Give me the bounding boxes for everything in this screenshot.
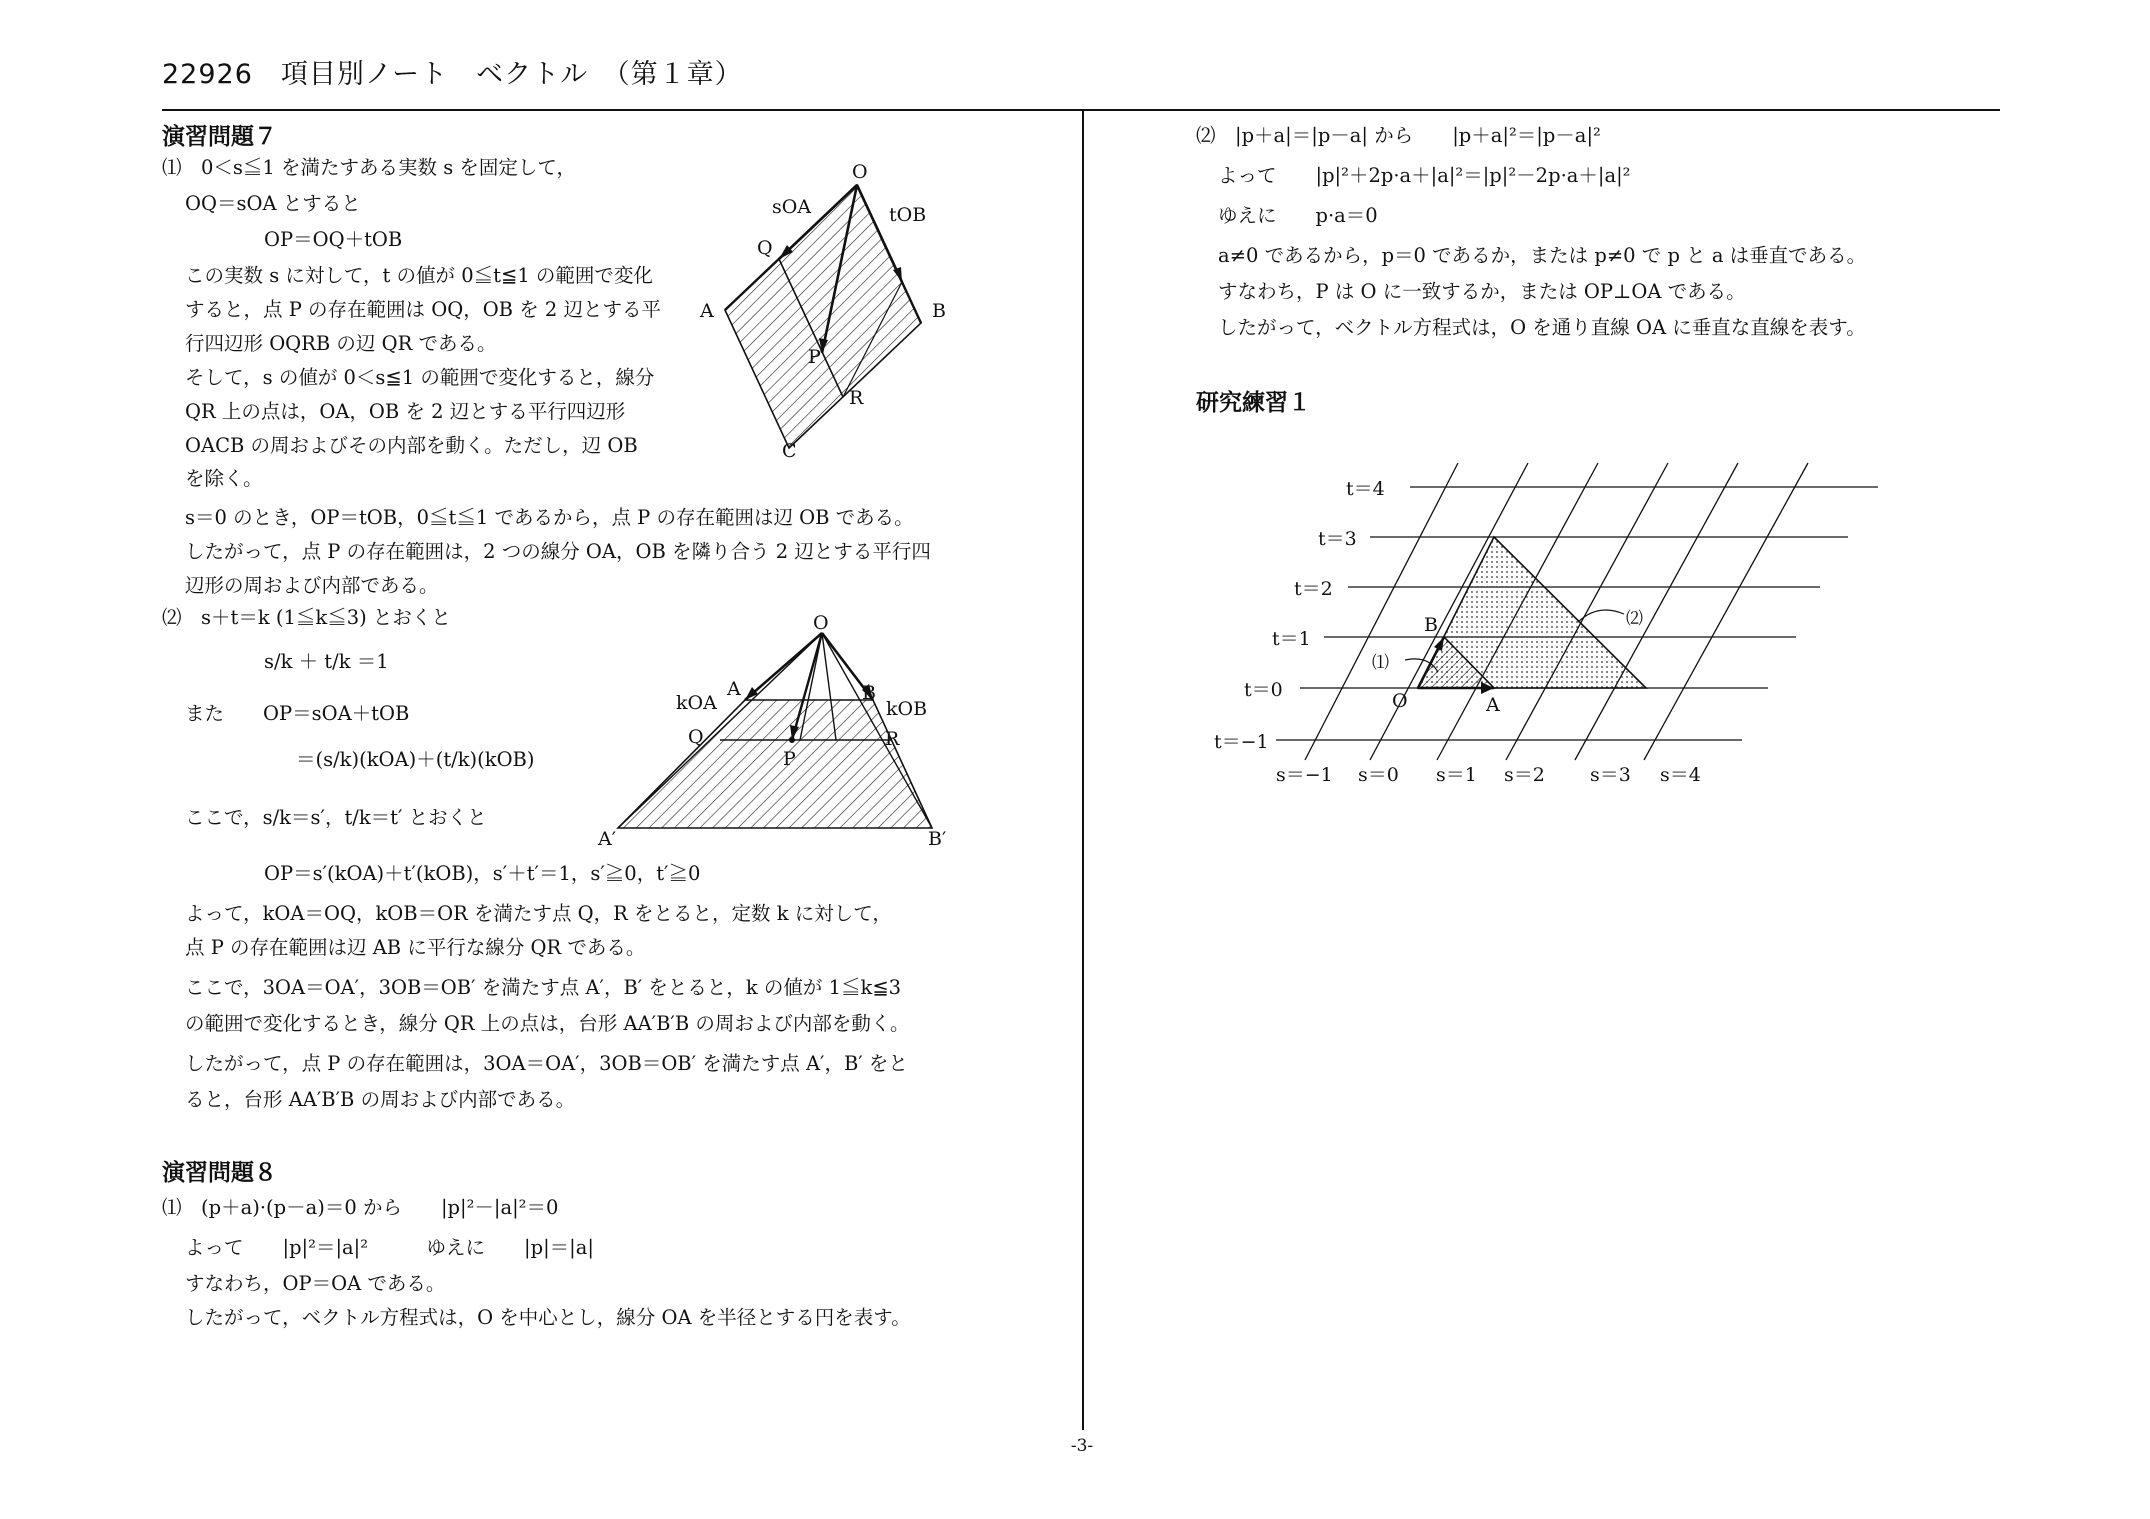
grid-label-s0: s＝0	[1358, 764, 1399, 786]
fig2-label-P: P	[783, 748, 796, 770]
grid-label-t1: t＝1	[1272, 628, 1311, 650]
ex7-p2-line: OP＝s′(kOA)＋t′(kOB)，s′＋t′＝1，s′≧0，t′≧0	[264, 862, 701, 885]
grid-label-t4: t＝4	[1346, 478, 1385, 500]
fig1-label-B: B	[932, 300, 946, 322]
grid-label-s-neg1: s＝−1	[1276, 764, 1333, 786]
header-rule	[162, 109, 2000, 111]
ex7-p1-line: この実数 s に対して，t の値が 0≦t≦1 の範囲で変化	[185, 264, 653, 287]
ex8-p2-line: ゆえに p·a＝0	[1218, 204, 1378, 227]
exercise-7-title: 演習問題７	[162, 124, 277, 150]
ex8-p2-line: すなわち，P は O に一致するか，または OP⊥OA である。	[1218, 280, 1746, 303]
grid-label-s3: s＝3	[1590, 764, 1631, 786]
ex8-p1-line: したがって，ベクトル方程式は，O を中心とし，線分 OA を半径とする円を表す。	[185, 1306, 911, 1329]
ex7-p2-line: よって，kOA＝OQ，kOB＝OR を満たす点 Q，R をとると，定数 k に対して，	[185, 902, 892, 925]
fig2-label-O: O	[813, 612, 829, 634]
ex7-p1-line: ⑴ 0＜s≦1 を満たすある実数 s を固定して，	[162, 156, 577, 179]
fig2-label-kOA: kOA	[676, 692, 717, 714]
fig1-label-A: A	[700, 300, 714, 322]
ex8-p2-line: したがって，ベクトル方程式は，O を通り直線 OA に垂直な直線を表す。	[1218, 316, 1866, 339]
ex7-p1-line: s＝0 のとき，OP＝tOB，0≦t≦1 であるから，点 P の存在範囲は辺 OB である。	[185, 506, 914, 529]
page-number: -3-	[1070, 1436, 1094, 1456]
fig1-label-tOB: tOB	[889, 204, 927, 226]
ex7-p1-line: したがって，点 P の存在範囲は，2 つの線分 OA，OB を隣り合う 2 辺とする平行四	[185, 540, 931, 563]
fig2-label-B-prime: B′	[928, 828, 947, 850]
grid-region-2-label: ⑵	[1626, 609, 1643, 629]
grid-label-s1: s＝1	[1436, 764, 1477, 786]
grid-label-s2: s＝2	[1504, 764, 1545, 786]
ex8-p1-line: すなわち，OP＝OA である。	[185, 1272, 446, 1295]
fig1-label-O: O	[852, 161, 868, 183]
ex7-p2-line: ここで，3OA＝OA′，3OB＝OB′ を満たす点 A′，B′ をとると，k の値が 1≦k≦3	[185, 976, 902, 999]
figure-oblique-grid	[1270, 450, 1890, 790]
fig2-label-A-prime: A′	[598, 828, 617, 850]
ex7-p1-line: 行四辺形 OQRB の辺 QR である。	[185, 332, 497, 355]
ex8-p1-line: ⑴ (p＋a)·(p－a)＝0 から |p|²－|a|²＝0	[162, 1196, 559, 1219]
ex7-p2-line: の範囲で変化するとき，線分 QR 上の点は，台形 AA′B′B の周および内部を動く。	[185, 1012, 910, 1035]
ex7-p1-line: 辺形の周および内部である。	[185, 574, 439, 597]
fig1-label-R: R	[849, 387, 864, 409]
fig2-label-kOB: kOB	[886, 698, 928, 720]
grid-region-1-label: ⑴	[1372, 653, 1389, 673]
ex7-p1-line: QR 上の点は，OA，OB を 2 辺とする平行四辺形	[185, 400, 626, 423]
fig2-label-Q: Q	[688, 726, 704, 748]
ex7-p1-line: OACB の周およびその内部を動く。ただし，辺 OB	[185, 434, 638, 457]
grid-label-t3: t＝3	[1318, 528, 1357, 550]
ex7-p2-line: 点 P の存在範囲は辺 AB に平行な線分 QR である。	[185, 936, 646, 959]
ex8-p2-line: ⑵ |p＋a|＝|p－a| から |p＋a|²＝|p－a|²	[1196, 124, 1601, 147]
ex7-p1-line: OP＝OQ＋tOB	[264, 228, 403, 251]
fig1-label-P: P	[808, 346, 821, 368]
column-divider	[1082, 110, 1084, 1430]
fig1-label-sOA: sOA	[772, 196, 812, 218]
ex7-p2-line: ＝(s/k)(kOA)＋(t/k)(kOB)	[296, 748, 535, 771]
ex7-p2-line: ここで，s/k＝s′，t/k＝t′ とおくと	[185, 806, 487, 829]
figure-trapezoid	[600, 615, 970, 850]
grid-label-t0: t＝0	[1244, 679, 1283, 701]
fig1-label-Q: Q	[757, 237, 773, 259]
page-title: 22926 項目別ノート ベクトル （第１章）	[162, 59, 743, 90]
ex7-p1-line: すると，点 P の存在範囲は OQ，OB を 2 辺とする平	[185, 298, 662, 321]
ex8-p2-line: よって |p|²＋2p·a＋|a|²＝|p|²－2p·a＋|a|²	[1218, 164, 1631, 187]
ex7-p2-line: ⑵ s＋t＝k (1≦k≦3) とおくと	[162, 606, 451, 629]
research-1-title: 研究練習１	[1196, 390, 1311, 416]
ex7-p2-line: また OP＝sOA＋tOB	[185, 702, 410, 725]
grid-label-t2: t＝2	[1294, 578, 1333, 600]
ex7-p2-line: s/k ＋ t/k ＝1	[264, 650, 389, 673]
ex7-p1-line: そして，s の値が 0＜s≦1 の範囲で変化すると，線分	[185, 366, 655, 389]
ex7-p1-line: を除く。	[185, 467, 263, 490]
grid-label-s4: s＝4	[1660, 764, 1701, 786]
fig2-label-A: A	[727, 678, 741, 700]
exercise-8-title: 演習問題８	[162, 1160, 277, 1186]
grid-point-B: B	[1424, 614, 1438, 636]
fig2-label-B: B	[862, 682, 876, 704]
ex8-p1-line: よって |p|²＝|a|² ゆえに |p|＝|a|	[185, 1236, 594, 1259]
grid-point-O: O	[1392, 690, 1408, 712]
ex7-p2-line: ると，台形 AA′B′B の周および内部である。	[185, 1088, 576, 1111]
ex7-p2-line: したがって，点 P の存在範囲は，3OA＝OA′，3OB＝OB′ を満たす点 A′，B′ をと	[185, 1052, 908, 1075]
grid-label-t-neg1: t＝−1	[1214, 731, 1269, 753]
ex8-p2-line: a≠0 であるから，p＝0 であるか，または p≠0 で p と a は垂直である。	[1218, 244, 1867, 267]
fig1-label-C: C	[782, 440, 797, 462]
ex7-p1-line: OQ＝sOA とすると	[185, 192, 361, 215]
fig2-label-R: R	[885, 728, 900, 750]
grid-point-A: A	[1486, 694, 1500, 716]
